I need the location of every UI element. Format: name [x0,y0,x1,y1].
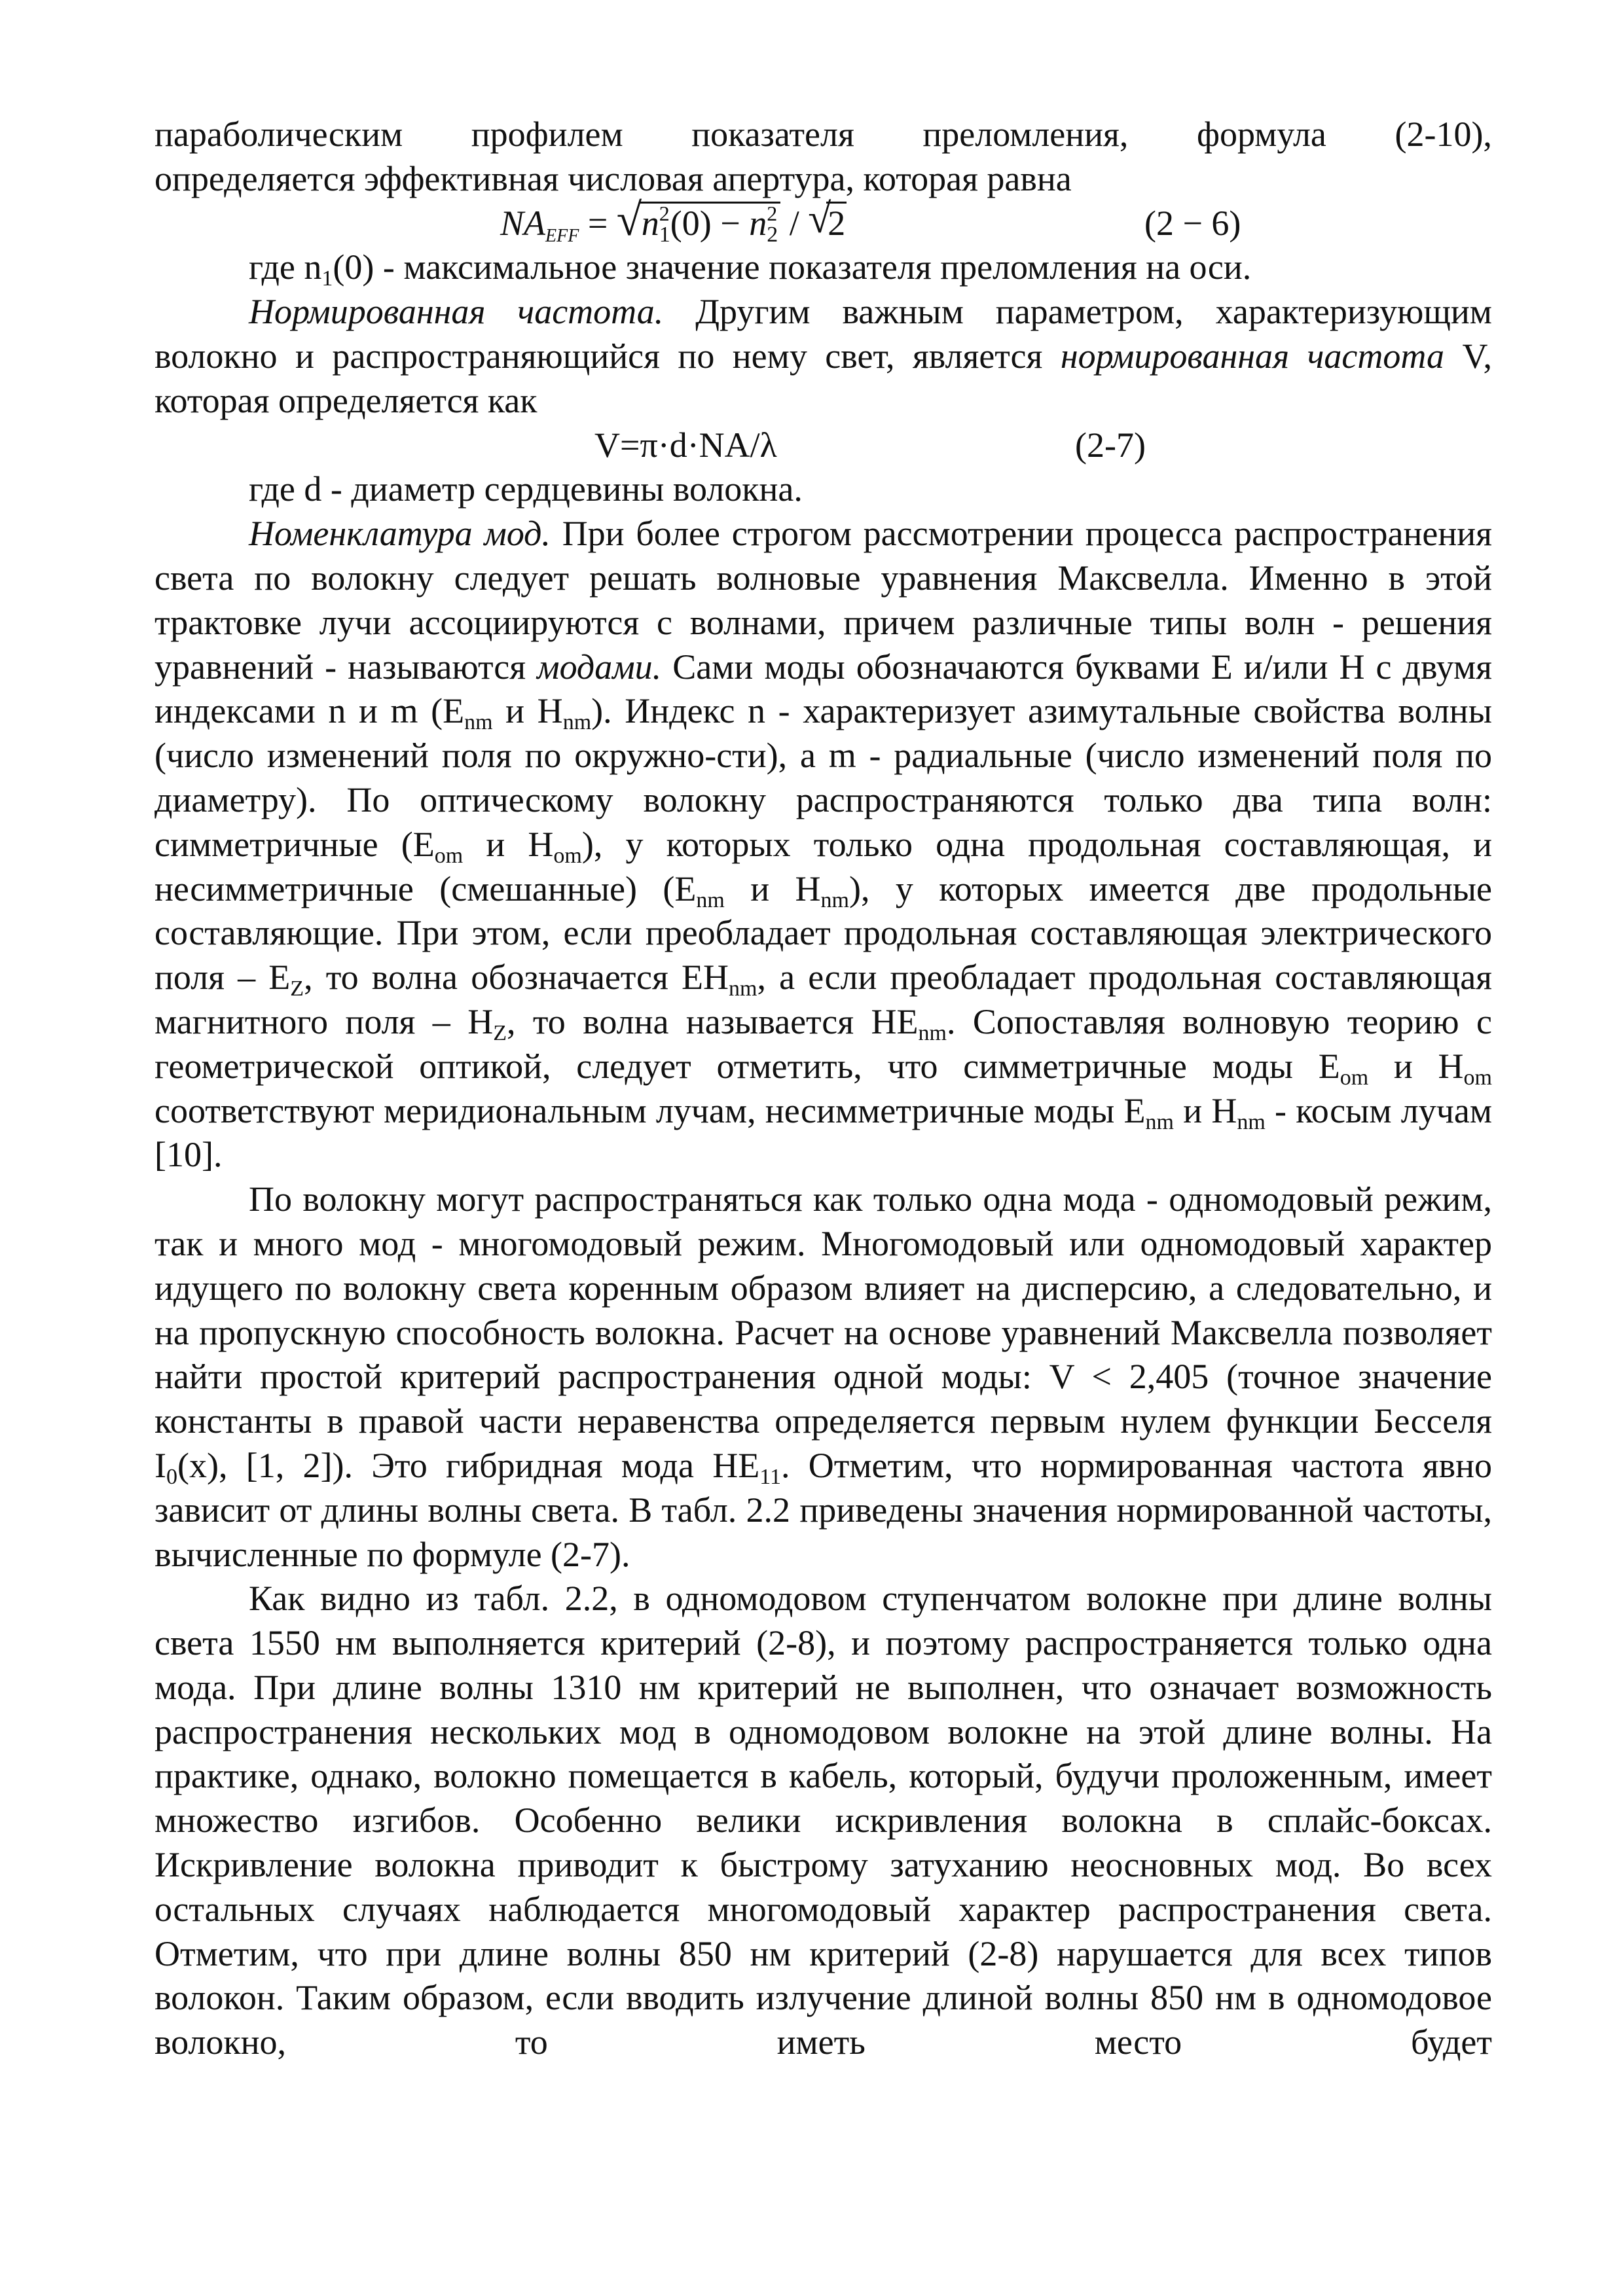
formula-na-eff: $NA_{EFF}$ = √ $n^2_1(0) - n^2_2$ / √ 2 (2 − 6) [500,194,1241,247]
paragraph-mode-nomenclature: Номенклатура мод. При более строгом рассмотрении процесса распространения света по волокну следует решать волновые уравнения Максвелла. Именно в этой трактовке лучи ассоциируются с волнами, причем различные типы волн - решения уравнений - называются модами. Сами моды обозначаются буквами E и/или H с двумя индексами n и m ($E_{nm}$ и $H_{nm}$). Индекс n - характеризует азимутальные свойства волны (число изменений поля по окружно-сти), а m - радиальные (число изменений поля по диаметру). По оптическому волокну распространяются только два типа волн: симметричные ($E_{om}$ и $H_{om}$), у которых только одна продольная составляющая, и несимметричные (смешанные) ($E_{nm}$ и $H_{nm}$), у которых имеется две продольные составляющие. При этом, если преобладает продольная составляющая электрического поля – $E_Z$, то волна обозначается $EH_{nm}$, а если преобладает продольная составляющая магнитного поля – $H_Z$, то волна называется $HE_{nm}$. Сопоставляя волновую теорию с геометрической оптикой, следует отметить, что симметричные моды $E_{om}$ и $H_{om}$ соответствуют меридиональным лучам, несимметричные моды $E_{nm}$ и $H_{nm}$ - косым лучам [10]. [155,514,1493,1175]
document-page [155,113,1492,2065]
paragraph-line-2: определяется эффективная числовая апертура, которая равна [155,158,1072,198]
where-d: где d - диаметр сердцевины волокна. [249,469,803,509]
term-normalized-frequency: Нормированная частота. [249,292,664,332]
paragraph-table-discussion: Как видно из табл. 2.2, в одномодовом ступенчатом волокне при длине волны света 1550 нм выполняется критерий (2-8), и поэтому распространяется только одна мода. При длине волны 1310 нм критерий не выполнен, что означает возможность распространения нескольких мод в одномодовом волокне на этой длине волны. На практике, однако, волокно помещается в кабель, который, будучи проложенным, имеет множество изгибов. Особенно велики искривления волокна в сплайс-боксах. Искривление волокна приводит к быстрому затуханию неосновных мод. Во всех остальных случаях наблюдается многомодовый характер распространения света. Отметим, что при длине волны 850 нм критерий (2-8) нарушается для всех типов волокон. Таким образом, если вводить излучение длиной волны 850 нм в одномодовое волокно, то иметь место будет [155,1579,1492,2062]
formula-number: (2-7) [1075,425,1146,465]
formula-v: V=π·d·NA/λ (2-7) [155,423,1492,468]
sqrt-sign-small: √ 2 [808,194,846,243]
paragraph-single-mode: По волокну могут распространяться как только одна мода - одномодовый режим, так и много мод - многомодовый режим. Многомодовый или одномодовый характер идущего по волокну света коренным образом влияет на дисперсию, а следовательно, и на пропускную способность волокна. Расчет на основе уравнений Максвелла позволяет найти простой критерий распространения одной моды: V < 2,405 (точное значение константы в правой части неравенства определяется первым нулем функции Бесселя $I_0(x)$, [1, 2]). Это гибридная мода $HE_{11}$. Отметим, что нормированная частота явно зависит от длины волны света. В табл. 2.2 приведены значения нормированной частоты, вычисленные по формуле (2-7). [155,1179,1492,1574]
paragraph-normalized-frequency: Нормированная частота. Другим важным параметром, характеризующим волокно и распространяющийся по нему свет, является нормированная частота V, которая определяется как [155,292,1493,420]
where-n1: где $n_1(0)$ - максимальное значение показателя преломления на оси. [249,247,1252,291]
formula-number: (2 − 6) [1144,203,1241,243]
sqrt-sign: √ $n^2_1(0) - n^2_2$ [617,202,780,246]
paragraph-line-1: параболическим профилем показателя преломления, формула (2-10), [155,115,1492,154]
